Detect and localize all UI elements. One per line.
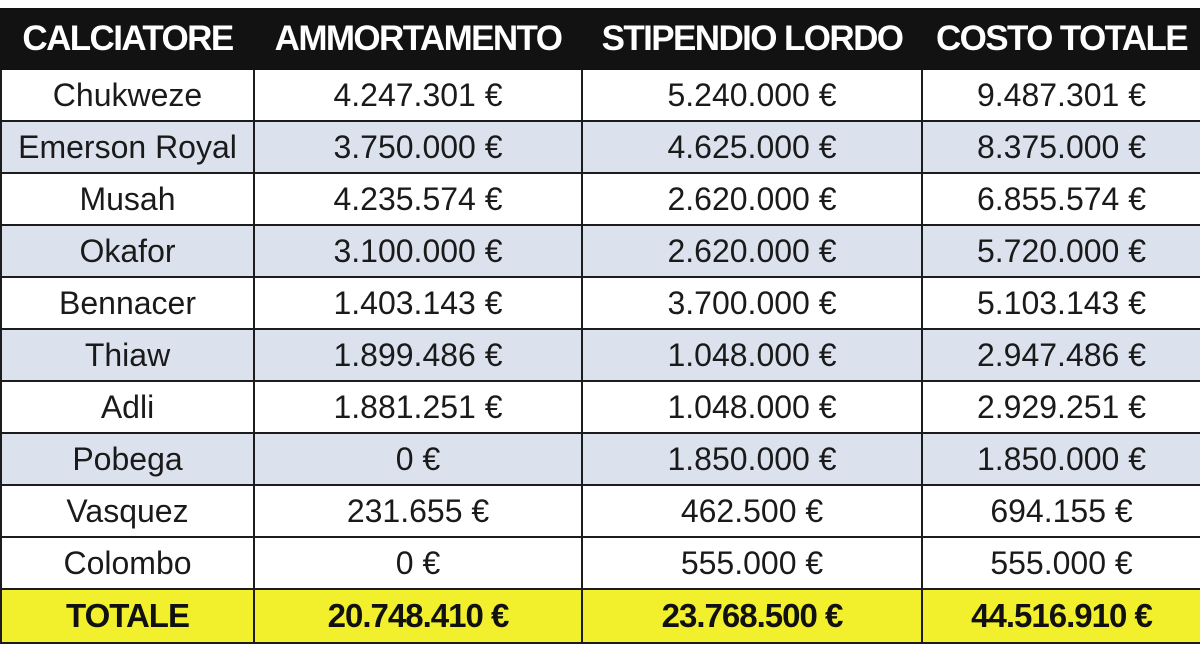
stipendio-cell: 5.240.000 € (582, 69, 922, 121)
costo-totale-cell: 2.947.486 € (922, 329, 1200, 381)
costo-totale-cell: 8.375.000 € (922, 121, 1200, 173)
ammortamento-cell: 4.247.301 € (254, 69, 582, 121)
costo-totale-cell: 694.155 € (922, 485, 1200, 537)
table-header (1, 9, 1200, 69)
stipendio-cell: 3.700.000 € (582, 277, 922, 329)
ammortamento-cell: 3.100.000 € (254, 225, 582, 277)
ammortamento-cell: 4.235.574 € (254, 173, 582, 225)
ammortamento-cell: 1.403.143 € (254, 277, 582, 329)
costo-totale-cell: 6.855.574 € (922, 173, 1200, 225)
header-row (1, 9, 1200, 69)
costo-totale-cell: 5.103.143 € (922, 277, 1200, 329)
player-name-cell: Thiaw (1, 329, 254, 381)
ammortamento-cell: 0 € (254, 537, 582, 589)
total-ammortamento-cell: 20.748.410 € (254, 589, 582, 643)
stipendio-cell: 1.850.000 € (582, 433, 922, 485)
table-row (1, 69, 1200, 121)
column-header-costo-totale: COSTO TOTALE (922, 9, 1200, 69)
stipendio-cell: 1.048.000 € (582, 381, 922, 433)
ammortamento-cell: 0 € (254, 433, 582, 485)
ammortamento-cell: 3.750.000 € (254, 121, 582, 173)
table-row (1, 537, 1200, 589)
stipendio-cell: 4.625.000 € (582, 121, 922, 173)
player-name-cell: Okafor (1, 225, 254, 277)
total-label-cell: TOTALE (1, 589, 254, 643)
column-header-calciatore: CALCIATORE (1, 9, 254, 69)
total-row (1, 589, 1200, 643)
column-header-stipendio-lordo: STIPENDIO LORDO (582, 9, 922, 69)
stipendio-cell: 2.620.000 € (582, 225, 922, 277)
player-name-cell: Vasquez (1, 485, 254, 537)
player-name-cell: Chukweze (1, 69, 254, 121)
player-name-cell: Bennacer (1, 277, 254, 329)
costo-totale-cell: 555.000 € (922, 537, 1200, 589)
total-costo-cell: 44.516.910 € (922, 589, 1200, 643)
player-cost-table (0, 8, 1200, 644)
table-row (1, 329, 1200, 381)
player-name-cell: Musah (1, 173, 254, 225)
costo-totale-cell: 9.487.301 € (922, 69, 1200, 121)
total-stipendio-cell: 23.768.500 € (582, 589, 922, 643)
table-row (1, 433, 1200, 485)
table-row (1, 381, 1200, 433)
costo-totale-cell: 2.929.251 € (922, 381, 1200, 433)
player-name-cell: Pobega (1, 433, 254, 485)
costo-totale-cell: 1.850.000 € (922, 433, 1200, 485)
stipendio-cell: 462.500 € (582, 485, 922, 537)
table-row (1, 277, 1200, 329)
table-row (1, 225, 1200, 277)
stipendio-cell: 555.000 € (582, 537, 922, 589)
ammortamento-cell: 231.655 € (254, 485, 582, 537)
table-row (1, 173, 1200, 225)
player-name-cell: Colombo (1, 537, 254, 589)
column-header-ammortamento: AMMORTAMENTO (254, 9, 582, 69)
stipendio-cell: 1.048.000 € (582, 329, 922, 381)
table-row (1, 121, 1200, 173)
table-body (1, 69, 1200, 643)
ammortamento-cell: 1.899.486 € (254, 329, 582, 381)
costo-totale-cell: 5.720.000 € (922, 225, 1200, 277)
ammortamento-cell: 1.881.251 € (254, 381, 582, 433)
table-row (1, 485, 1200, 537)
stipendio-cell: 2.620.000 € (582, 173, 922, 225)
player-name-cell: Adli (1, 381, 254, 433)
player-name-cell: Emerson Royal (1, 121, 254, 173)
